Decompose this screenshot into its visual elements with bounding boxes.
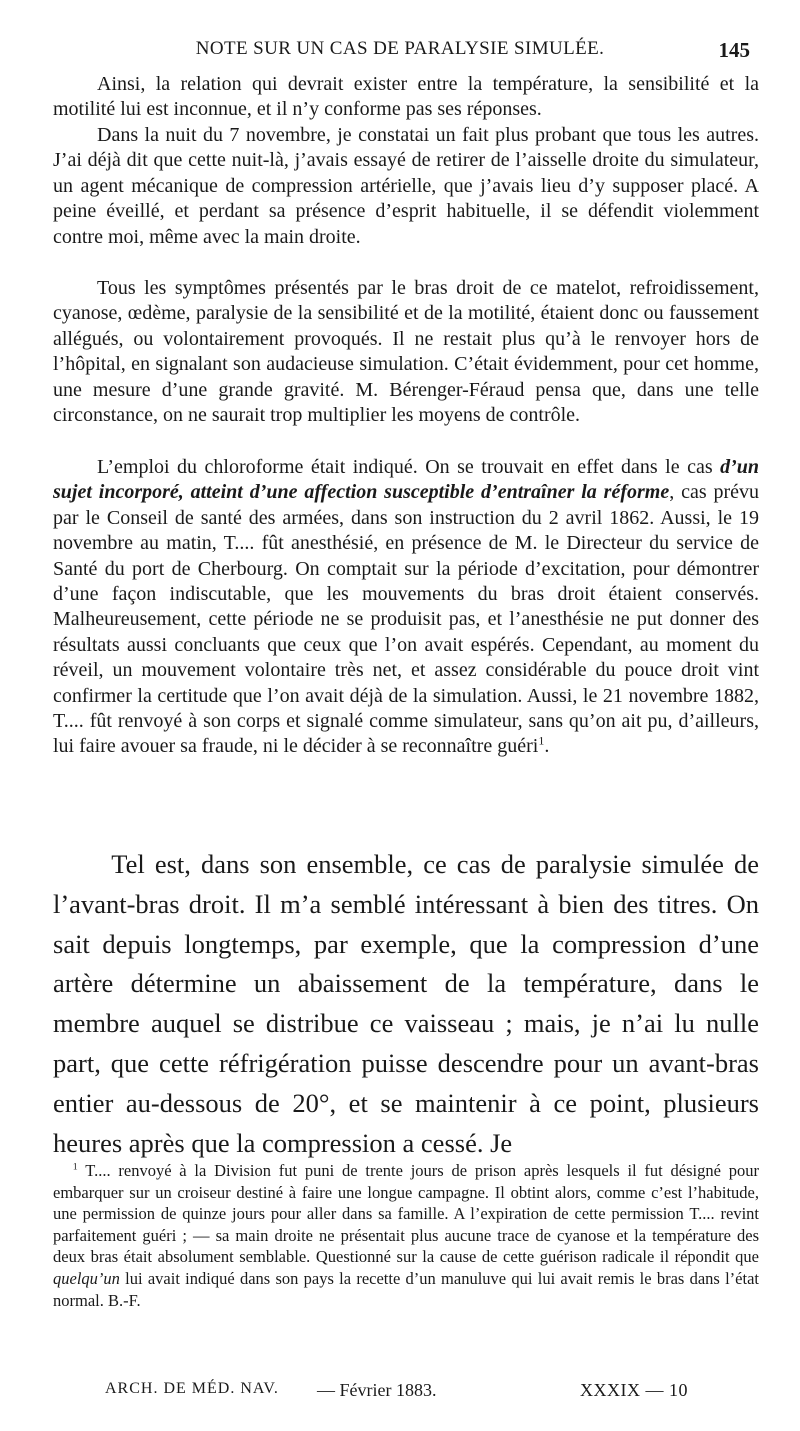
footnote bbox=[53, 1160, 759, 1311]
footnote-reference: 1 bbox=[538, 733, 545, 748]
paragraph-3: Tous les symptômes présentés par le bras droit de ce matelot, refroidissement, cyanose, œdème, paralysie de la sensibilité et de la motilité, étaient donc ou faussement allégués, ou volontairement provoqués. Il ne restait plus qu’à le renvoyer hors de l’hôpital, en signalant son audacieuse simulation. C’était évidemment, pour cet homme, une mesure d’une grande gravité. M. Bérenger-Féraud pensa que, dans une telle circonstance, on ne saurait trop multiplier les moyens de contrôle. bbox=[53, 277, 759, 427]
issue-date bbox=[317, 1380, 436, 1401]
paragraph-4-italic: d’un sujet incorporé, atteint d’une affection susceptible d’entraîner la réforme bbox=[53, 456, 759, 504]
paragraph-4 bbox=[53, 455, 759, 760]
page-number: 145 bbox=[718, 38, 750, 62]
paragraph-2: Dans la nuit du 7 novembre, je constatai un fait plus probant que tous les autres. J’ai déjà dit que cette nuit-là, j’avais essayé de retirer de l’aisselle droite du simulateur, un agent mécanique de compression artérielle, que j’avais lieu d’y supposer placé. A peine éveillé, et perdant sa présence d’esprit habituelle, il se défendit violemment contre moi, même avec la main droite. bbox=[53, 124, 759, 248]
footnote-italic: quelqu’un bbox=[53, 1268, 120, 1288]
footnote-text-b: lui avait indiqué dans son pays la recette d’un manuluve qui lui avait remis le bras dans l’état normal. B.-F. bbox=[53, 1268, 759, 1310]
running-title: NOTE SUR UN CAS DE PARALYSIE SIMULÉE. bbox=[195, 38, 605, 59]
journal-abbreviation: ARCH. DE MÉD. NAV. bbox=[105, 1380, 279, 1397]
paragraph-4-text-b: , cas prévu par le Conseil de santé des armées, dans son instruction du 2 avril 1862. Aussi, le 19 novembre au matin, T.... fût anesthésié, en présence de M. le Directeur du service de Santé du port de Cherbourg. On comptait sur la période d’excitation, pour démontrer d’une façon indiscutable, que les mouvements du bras droit étaient conservés. Malheureusement, cette période ne se produisit pas, et l’anesthésie ne put donner des résultats aussi concluants que ceux que l’on avait espérés. Cependant, au moment du réveil, un mouvement volontaire très net, et assez considérable du pouce droit vint confirmer la certitude que l’on avait déjà de la simulation. Aussi, le 21 novembre 1882, T.... fût renvoyé à son corps et signalé comme simulateur, sans qu’on ait pu, d’ailleurs, lui faire avouer sa fraude, ni le décider à se reconnaître guéri bbox=[53, 481, 760, 758]
signature-mark: XXXIX — 10 bbox=[580, 1380, 688, 1400]
paragraph-4-text-a: L’emploi du chloroforme était indiqué. On se trouvait en effet dans le cas bbox=[97, 456, 721, 478]
running-header bbox=[50, 38, 750, 68]
paragraph-5: Tel est, dans son ensemble, ce cas de paralysie simulée de l’avant-bras droit. Il m’a semblé intéressant à bien des titres. On sait depuis longtemps, par exemple, que la compression d’une artère détermine un abaissement de la température, dans le membre auquel se distribue ce vaisseau ; mais, je n’ai lu nulle part, que cette réfrigération puisse descendre pour un avant-bras entier au-dessous de 20°, et se maintenir à ce point, plusieurs heures après que la compression a cessé. Je bbox=[53, 849, 759, 1158]
footnote-marker: 1 bbox=[72, 1161, 78, 1173]
paragraph-1: Ainsi, la relation qui devrait exister entre la température, la sensibilité et la motilité lui est inconnue, et il n’y conforme pas ses réponses. bbox=[53, 73, 759, 121]
footer-separator: — bbox=[317, 1380, 335, 1400]
page-footer bbox=[105, 1380, 688, 1404]
footnote-text-a: T.... renvoyé à la Division fut puni de trente jours de prison après lesquels il fut désigné pour embarquer sur un croiseur destiné à faire une longue campagne. Il obtint alors, comme c’est l’habitude, une permission de quinze jours pour aller dans sa famille. A l’expiration de cette permission T.... revint parfaitement guéri ; — sa main droite ne présentait plus aucune trace de cyanose et la température des deux bras était absolument semblable. Questionné sur la cause de cette guérison radicale il répondit que bbox=[53, 1161, 759, 1267]
footer-date-text: Février 1883. bbox=[339, 1380, 437, 1400]
paragraph-4-end: . bbox=[544, 735, 550, 758]
